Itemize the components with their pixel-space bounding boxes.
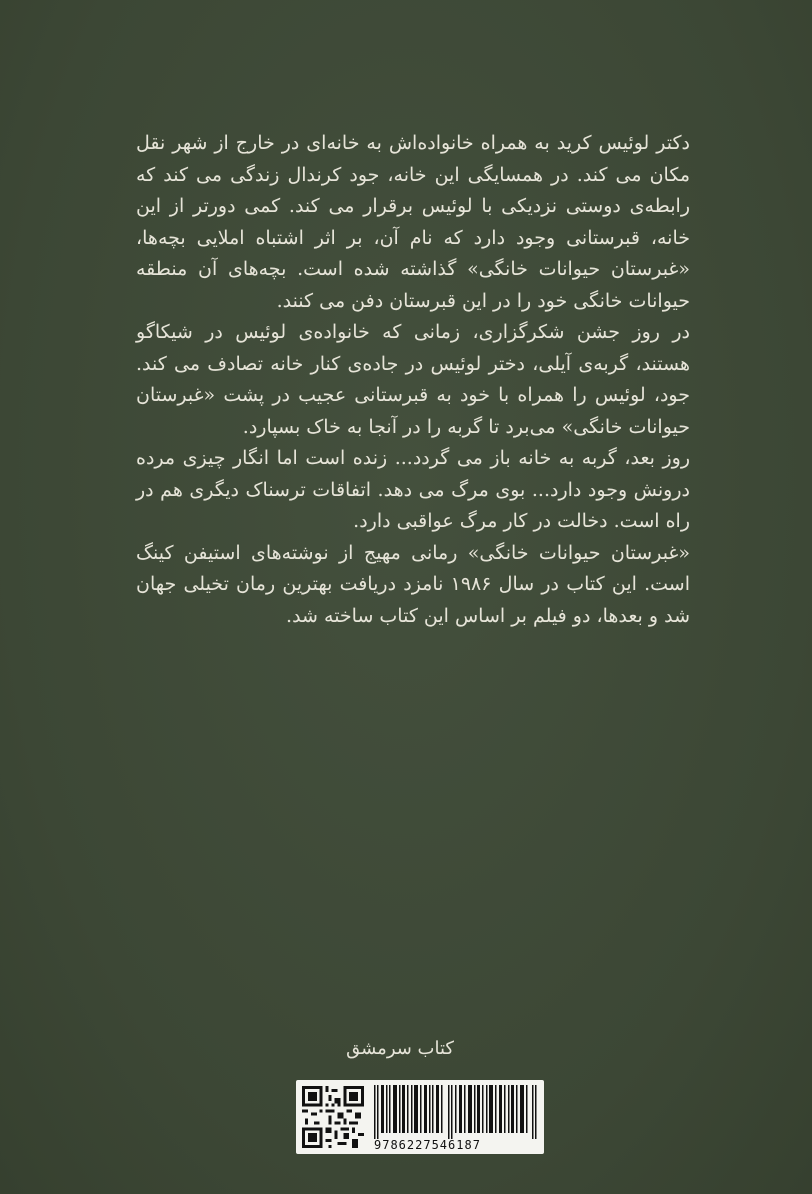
publisher-logo-text: کتاب سرمشق [346, 1038, 454, 1059]
publisher-logo [346, 1030, 454, 1068]
blurb-paragraph-2: در روز جشن شکرگزاری، زمانی که خانواده‌ی لوئیس در شیکاگو هستند، گربه‌ی آیلی، دختر لوئیس در جاده‌ی کنار خانه تصادف می کند. جود، لوئیس را همراه با خود به قبرستانی عجیب در پشت «غبرستان حیوانات خانگی» می‌برد تا گربه را در آنجا به خاک بسپارد. [136, 321, 690, 438]
isbn-barcode [374, 1085, 538, 1139]
barcode-panel [296, 1080, 544, 1154]
qr-code [302, 1086, 364, 1148]
back-cover-blurb [136, 128, 690, 632]
blurb-paragraph-1: دکتر لوئیس کرید به همراه خانواده‌اش به خانه‌ای در خارج از شهر نقل مکان می کند. در همسایگی این خانه، جود کرندال زندگی می کند که رابطه‌ی دوستی نزدیکی با لوئیس برقرار می کند. کمی دورتر از این خانه، قبرستانی وجود دارد که نام آن، بر اثر اشتباه املایی بچه‌ها، «غبرستان حیوانات خانگی» گذاشته شده است. بچه‌های آن منطقه حیوانات خانگی خود را در این قبرستان دفن می کنند. [136, 132, 690, 312]
blurb-paragraph-3: روز بعد، گربه به خانه باز می گردد... زنده است اما انگار چیزی مرده درونش وجود دارد... بوی مرگ می دهد. اتفاقات ترسناک دیگری هم در راه است. دخالت در کار مرگ عواقبی دارد. [136, 447, 690, 532]
blurb-paragraph-4: «غبرستان حیوانات خانگی» رمانی مهیج از نوشته‌های استیفن کینگ است. این کتاب در سال ۱۹۸۶ نامزد دریافت بهترین رمان تخیلی جهان شد و بعدها، دو فیلم بر اساس این کتاب ساخته شد. [136, 541, 691, 627]
isbn-number: 9786227546187 [374, 1138, 481, 1152]
